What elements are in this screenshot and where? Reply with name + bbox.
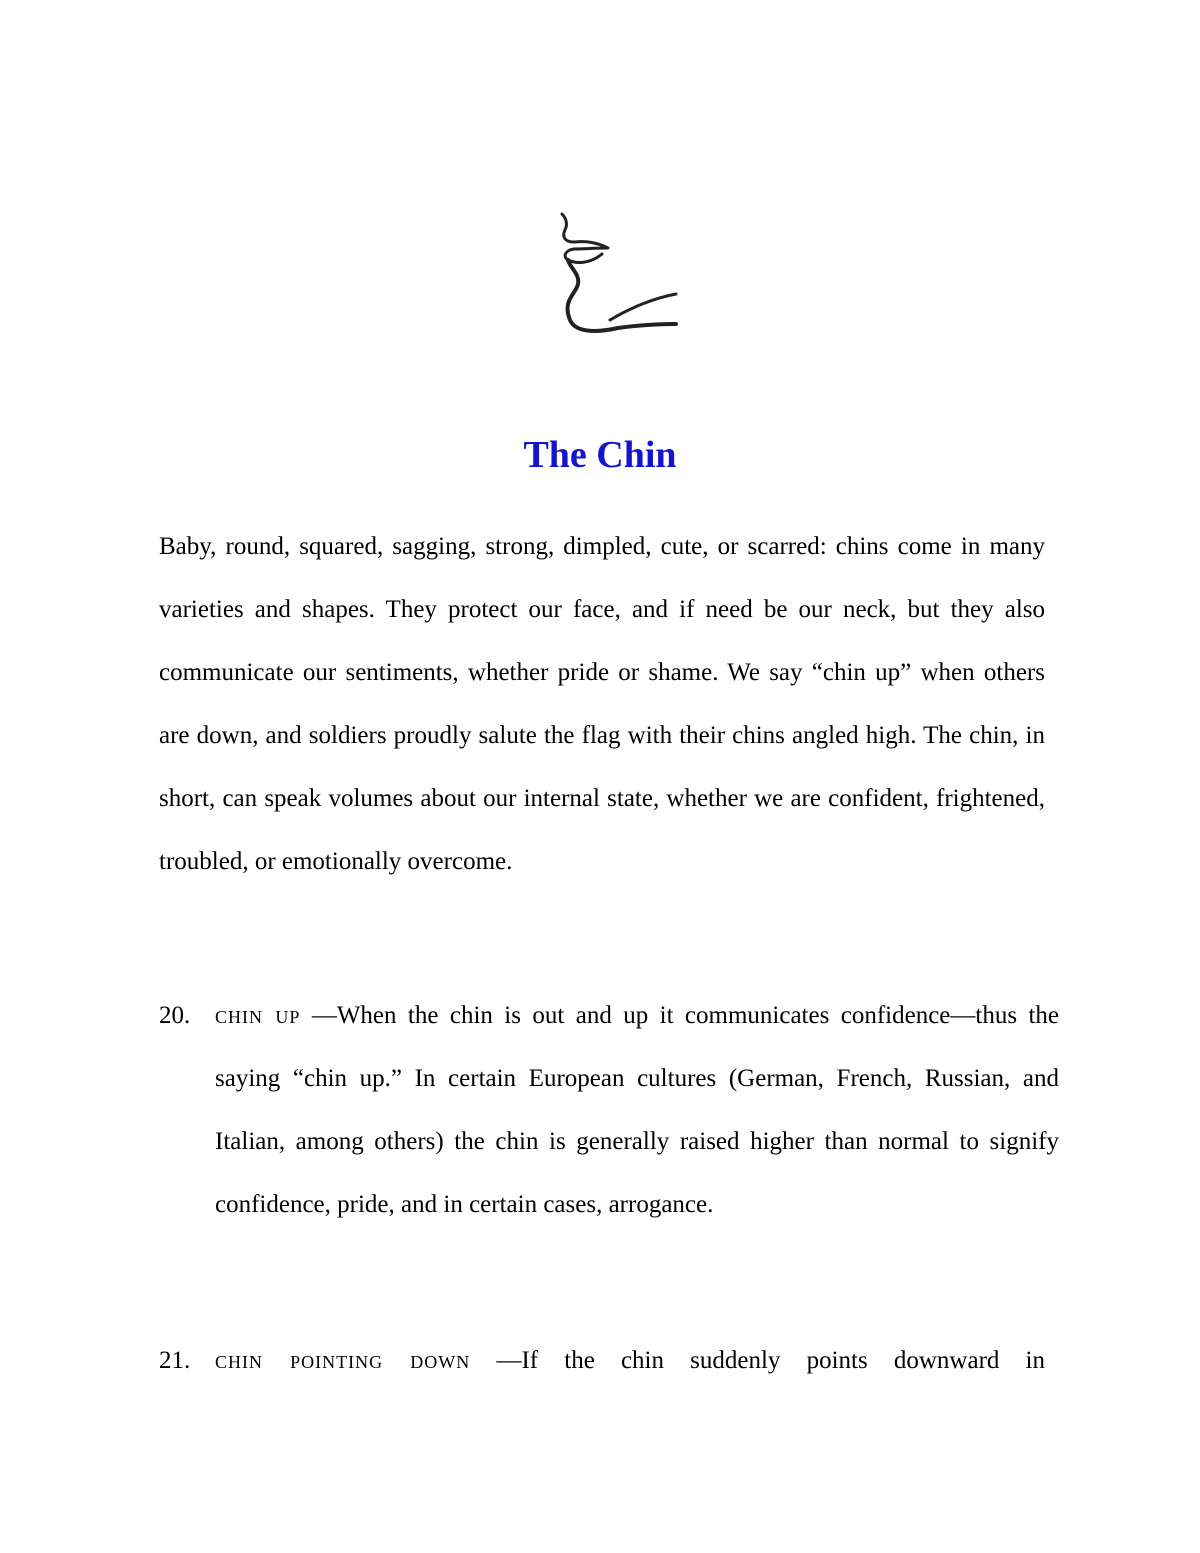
entry-text: —If the chin suddenly points downward in — [470, 1347, 1045, 1374]
entry-text: —When the chin is out and up it communicates confidence—thus the saying “chin up.” In certain European cultures (German, French, Russian, and Italian, among others) the chin is generally raised higher than normal to signify confidence, pride, and in certain cases, arrogance. — [215, 1002, 1060, 1218]
entry-number: 21. — [159, 1347, 191, 1374]
intro-paragraph: Baby, round, squared, sagging, strong, dimpled, cute, or scarred: chins come in many varieties and shapes. They protect our face, and if need be our neck, but they also communicate our sentiments, whether pride or shame. We say “chin up” when others are down, and soldiers proudly salute the flag with their chins angled high. The chin, in short, can speak volumes about our internal state, whether we are confident, frightened, troubled, or emotionally overcome. — [159, 533, 1045, 875]
jaw-line — [610, 294, 676, 320]
entry-number: 20. — [159, 1002, 191, 1029]
list-item — [159, 984, 1059, 1236]
entry-body — [215, 1329, 1045, 1392]
list-item — [159, 1329, 1045, 1392]
lower-lip-line — [565, 249, 602, 262]
entry-heading: chin up — [215, 1002, 301, 1029]
chin-profile-icon — [550, 208, 685, 343]
entry-body — [215, 984, 1059, 1236]
chin-curve-line — [568, 260, 676, 331]
entry-heading: chin pointing down — [215, 1347, 471, 1374]
upper-lip-line — [562, 214, 608, 249]
page-title: The Chin — [523, 434, 677, 476]
